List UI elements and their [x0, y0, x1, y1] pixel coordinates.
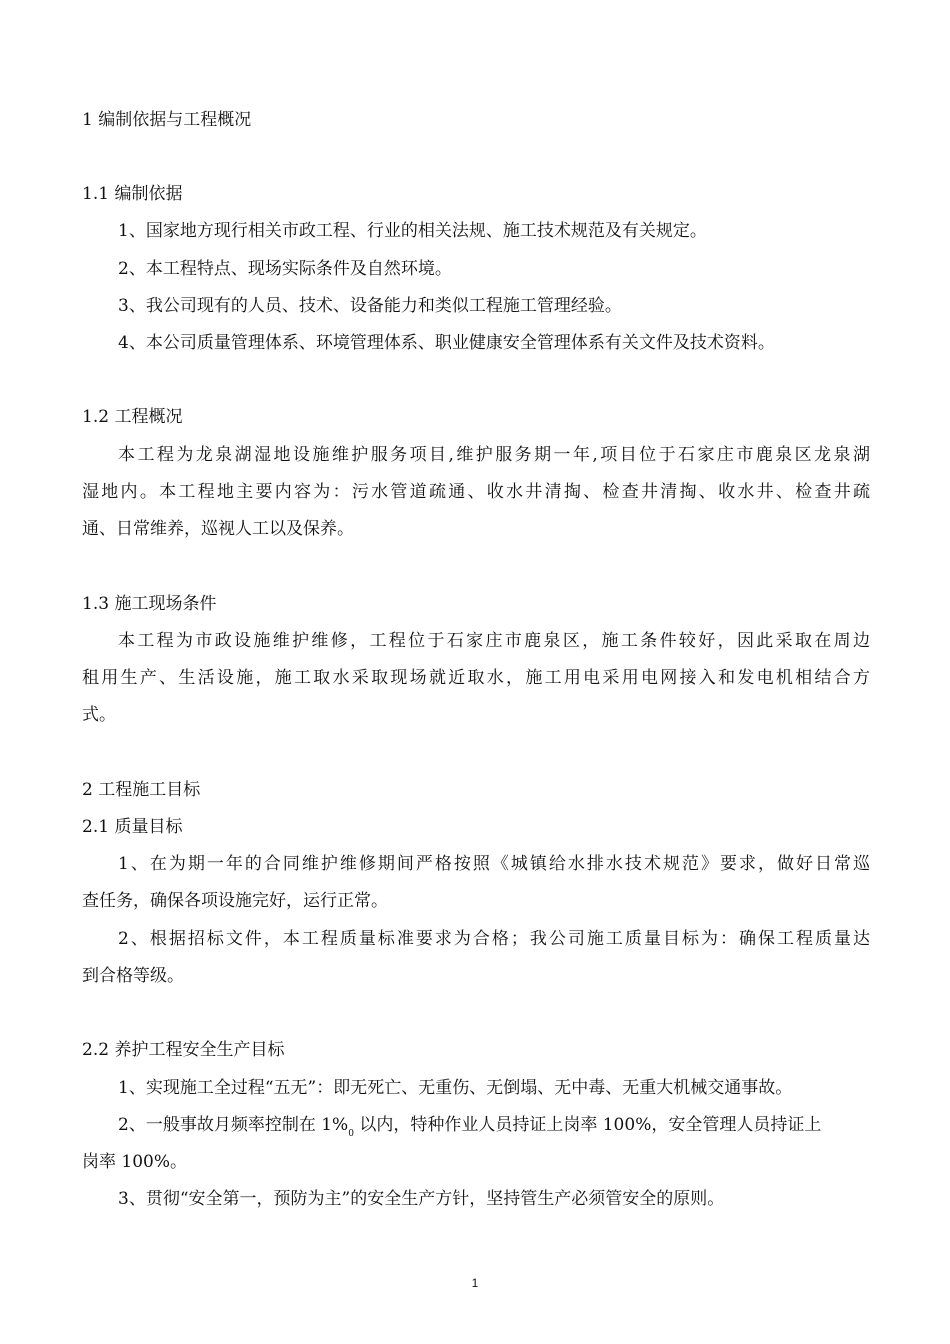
overview-line-1: 本工程为龙泉湖湿地设施维护服务项目,维护服务期一年,项目位于石家庄市鹿泉区龙泉湖: [118, 445, 870, 465]
safety-line-1: 1、实现施工全过程“五无”：即无死亡、无重伤、无倒塌、无中毒、无重大机械交通事故。: [118, 1078, 793, 1098]
basis-item-3: 3、我公司现有的人员、技术、设备能力和类似工程施工管理经验。: [118, 296, 622, 316]
section-1-2-title: 1.2 工程概况: [82, 407, 183, 427]
safety-line-3: 岗率 100%。: [82, 1152, 188, 1172]
site-line-2: 租用生产、生活设施，施工取水采取现场就近取水，施工用电采用电网接入和发电机相结合方: [82, 668, 870, 688]
overview-line-3: 通、日常维养，巡视人工以及保养。: [82, 519, 354, 539]
safety-line-2-part-a: 2、一般事故月频率控制在 1%: [118, 1115, 349, 1135]
safety-line-2: [118, 1114, 822, 1139]
basis-item-4: 4、本公司质量管理体系、环境管理体系、职业健康安全管理体系有关文件及技术资料。: [118, 333, 775, 353]
safety-line-4: 3、贯彻“安全第一，预防为主”的安全生产方针，坚持管生产必须管安全的原则。: [118, 1189, 725, 1209]
basis-item-1: 1、国家地方现行相关市政工程、行业的相关法规、施工技术规范及有关规定。: [118, 221, 707, 241]
site-line-1: 本工程为市政设施维护维修，工程位于石家庄市鹿泉区，施工条件较好，因此采取在周边: [118, 631, 870, 651]
quality-line-1: 1、在为期一年的合同维护维修期间严格按照《城镇给水排水技术规范》要求，做好日常巡: [118, 854, 870, 874]
quality-line-4: 到合格等级。: [82, 966, 184, 986]
site-line-3: 式。: [82, 705, 116, 725]
quality-line-3: 2、根据招标文件，本工程质量标准要求为合格；我公司施工质量目标为：确保工程质量达: [118, 929, 870, 949]
section-2-2-title: 2.2 养护工程安全生产目标: [82, 1040, 285, 1060]
basis-item-2: 2、本工程特点、现场实际条件及自然环境。: [118, 259, 452, 279]
page-number: 1: [471, 1276, 479, 1290]
section-2-1-title: 2.1 质量目标: [82, 817, 183, 837]
overview-line-2: 湿地内。本工程地主要内容为：污水管道疏通、收水井清掏、检查井清掏、收水井、检查井疏: [82, 482, 870, 502]
section-1-title: 1 编制依据与工程概况: [82, 110, 252, 130]
section-1-3-title: 1.3 施工现场条件: [82, 594, 217, 614]
safety-line-2-part-b: 以内，特种作业人员持证上岗率 100%，安全管理人员持证上: [353, 1115, 822, 1135]
section-2-title: 2 工程施工目标: [82, 780, 201, 800]
quality-line-2: 查任务，确保各项设施完好，运行正常。: [82, 891, 388, 911]
section-1-1-title: 1.1 编制依据: [82, 184, 183, 204]
permille-subscript: 0: [348, 1129, 354, 1139]
